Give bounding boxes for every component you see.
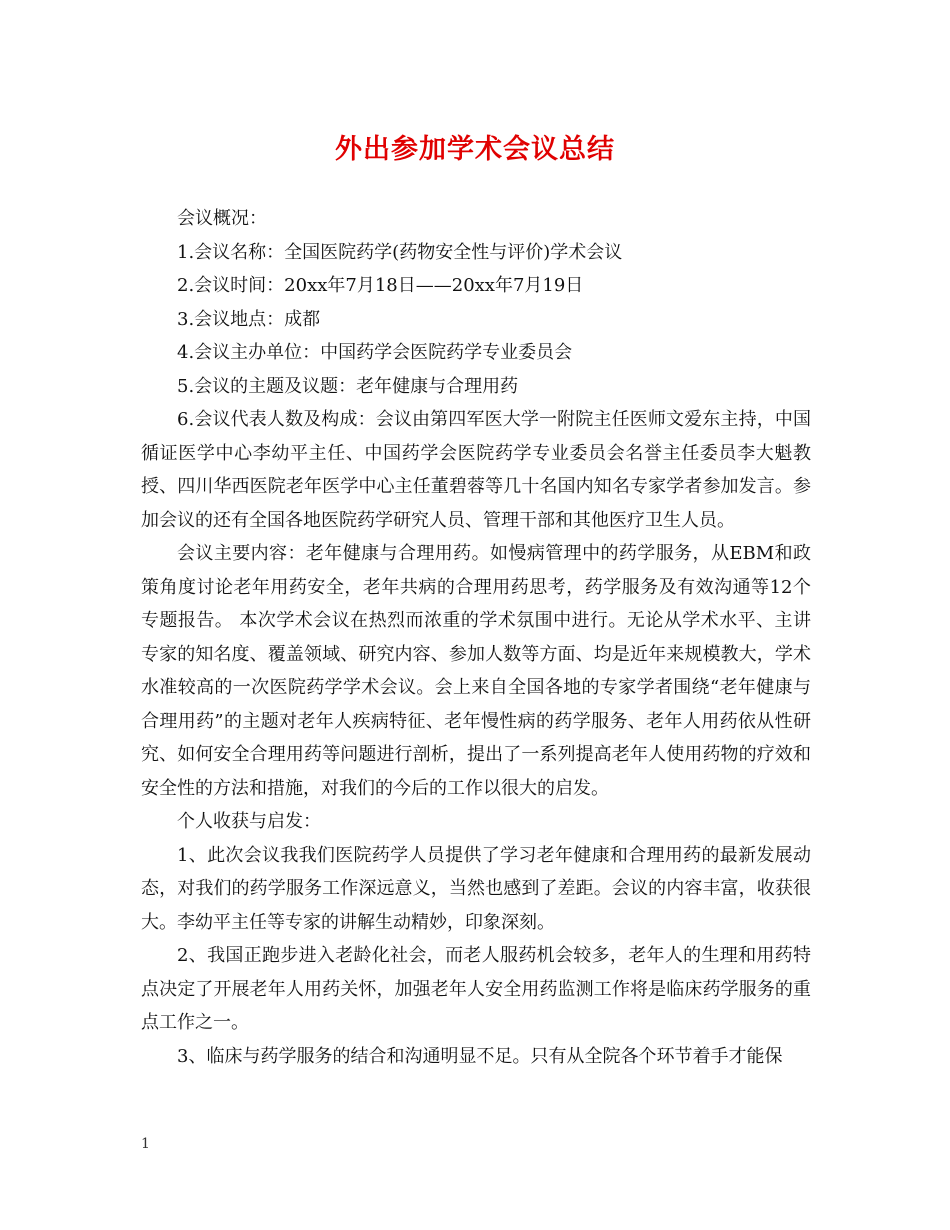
page-number: 1 bbox=[141, 1136, 150, 1152]
paragraph: 个人收获与启发： bbox=[177, 811, 321, 832]
paragraph: 5.会议的主题及议题：老年健康与合理用药 bbox=[177, 375, 519, 397]
paragraph: 3.会议地点：成都 bbox=[177, 308, 321, 330]
paragraph: 4.会议主办单位：中国药学会医院药学专业委员会 bbox=[177, 342, 573, 363]
paragraph: 1、此次会议我我们医院药学人员提供了学习老年健康和合理用药的最新发展动态，对我们的药学服务工作深远意义，当然也感到了差距。会议的内容丰富，收获很大。李幼平主任等专家的讲解生动精妙，印象深刻。 bbox=[141, 844, 811, 933]
document-title: 外出参加学术会议总结 bbox=[335, 134, 615, 165]
document-body bbox=[141, 202, 811, 1073]
paragraph: 1.会议名称：全国医院药学(药物安全性与评价)学术会议 bbox=[177, 241, 623, 263]
paragraph: 2、我国正跑步进入老龄化社会，而老人服药机会较多，老年人的生理和用药特点决定了开展老年人用药关怀，加强老年人安全用药监测工作将是临床药学服务的重点工作之一。 bbox=[141, 945, 811, 1033]
paragraph: 3、临床与药学服务的结合和沟通明显不足。只有从全院各个环节着手才能保 bbox=[177, 1045, 783, 1067]
paragraph: 2.会议时间：20xx年7月18日——20xx年7月19日 bbox=[177, 275, 584, 296]
paragraph: 会议概况： bbox=[177, 208, 267, 229]
paragraph: 6.会议代表人数及构成：会议由第四军医大学一附院主任医师文爱东主持，中国循证医学中心李幼平主任、中国药学会医院药学专业委员会名誉主任委员李大魁教授、四川华西医院老年医学中心主任董碧蓉等几十名国内知名专家学者参加发言。参加会议的还有全国各地医院药学研究人员、管理干部和其他医疗卫生人员。 bbox=[141, 409, 811, 531]
paragraph: 会议主要内容：老年健康与合理用药。如慢病管理中的药学服务，从EBM和政策角度讨论老年用药安全，老年共病的合理用药思考，药学服务及有效沟通等12个专题报告。 本次学术会议在热烈而浓重的学术氛围中进行。无论从学术水平、主讲专家的知名度、覆盖领域、研究内容、参加人数等方面、均是近年来规模教大，学术水准较高的一次医院药学学术会议。会上来自全国各地的专家学者围绕“老年健康与合理用药”的主题对老年人疾病特征、老年慢性病的药学服务、老年人用药依从性研究、如何安全合理用药等问题进行剖析，提出了一系列提高老年人使用药物的疗效和安全性的方法和措施，对我们的今后的工作以很大的启发。 bbox=[141, 543, 811, 799]
